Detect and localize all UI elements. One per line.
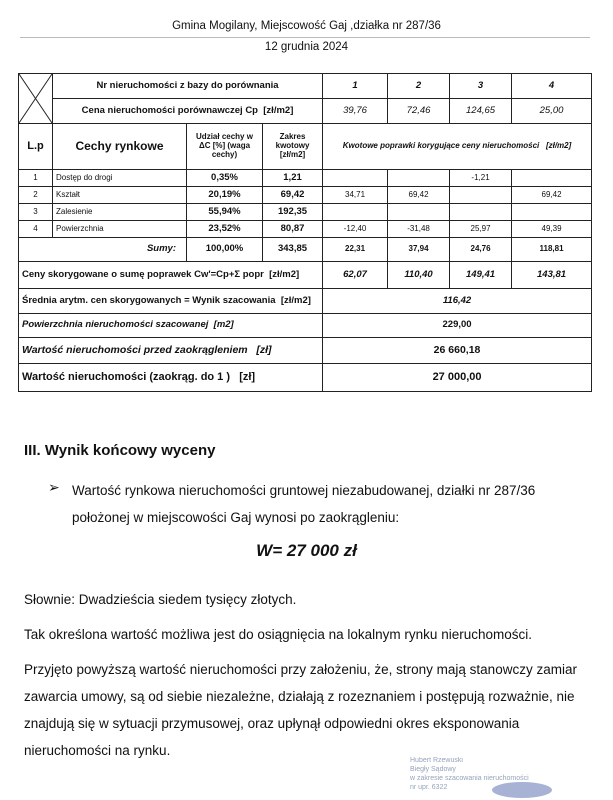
signature-stamp: Hubert Rzewuski Biegły Sądowy w zakresie szacowania nieruchomości nr upr. 6322 xyxy=(410,756,560,792)
price-1: 39,76 xyxy=(323,99,388,124)
sum-zakres: 343,85 xyxy=(263,238,323,262)
row-average xyxy=(19,289,592,314)
header-udzial: Udział cechy w ΔC [%] (waga cechy) xyxy=(187,124,263,170)
area-value: 229,00 xyxy=(323,314,592,338)
row-prices xyxy=(19,99,592,124)
document-title: Gmina Mogilany, Miejscowość Gaj ,działka nr 287/36 xyxy=(172,20,441,32)
price-2: 72,46 xyxy=(388,99,450,124)
average-value: 116,42 xyxy=(323,289,592,314)
corrected-1: 62,07 xyxy=(323,262,388,289)
valuation-table xyxy=(18,73,592,392)
sum-udzial: 100,00% xyxy=(187,238,263,262)
section-heading: III. Wynik końcowy wyceny xyxy=(24,442,216,459)
label-skorygowane: Ceny skorygowane o sumę poprawek Cw'=Cp+Σ popr [zł/m2] xyxy=(19,262,323,289)
row-corrected-prices xyxy=(19,262,592,289)
table-row: 3 Zalesienie 55,94% 192,35 xyxy=(19,204,592,221)
value-rounded: 27 000,00 xyxy=(323,364,592,392)
bullet-paragraph: Wartość rynkowa nieruchomości gruntowej niezabudowanej, działki nr 287/36 położonej w miejscowości Gaj wynosi po zaokrągleniu: xyxy=(72,483,536,525)
header-cechy: Cechy rynkowe xyxy=(53,124,187,170)
sum-1: 22,31 xyxy=(323,238,388,262)
value-in-words: Słownie: Dwadzieścia siedem tysięcy złotych. xyxy=(24,592,297,607)
signature-mark xyxy=(492,782,552,798)
label-przed: Wartość nieruchomości przed zaokrągleniem [zł] xyxy=(19,338,323,364)
paragraph-assumptions: Przyjęto powyższą wartość nieruchomości przy założeniu, że, strony mają stanowczy zamiar zawarcia umowy, są od siebie niezależne, działają z rozeznaniem i postępują rozważnie, nie znajdują się w sytuacji przymusowej, oraz upłynął odpowiedni okres eksponowania nieruchomości na rynku. xyxy=(24,662,577,758)
row-value-rounded xyxy=(19,364,592,392)
row-value-before-rounding xyxy=(19,338,592,364)
corrected-2: 110,40 xyxy=(388,262,450,289)
arrow-bullet-icon: ➢ xyxy=(48,479,60,495)
header-divider xyxy=(20,37,590,38)
corrected-4: 143,81 xyxy=(512,262,592,289)
row-area xyxy=(19,314,592,338)
corner-cross-cell xyxy=(19,74,53,124)
value-before-rounding: 26 660,18 xyxy=(323,338,592,364)
document-date: 12 grudnia 2024 xyxy=(264,41,349,53)
label-cena: Cena nieruchomości porównawczej Cp [zł/m2] xyxy=(53,99,323,124)
header-poprawki: Kwotowe poprawki korygujące ceny nieruchomości [zł/m2] xyxy=(323,124,592,170)
header-lp: L.p xyxy=(19,124,53,170)
nr-3: 3 xyxy=(450,74,512,99)
corrected-3: 149,41 xyxy=(450,262,512,289)
label-zaokraglona: Wartość nieruchomości (zaokrąg. do 1 ) [zł] xyxy=(19,364,323,392)
nr-2: 2 xyxy=(388,74,450,99)
price-4: 25,00 xyxy=(512,99,592,124)
label-srednia: Średnia arytm. cen skorygowanych = Wynik szacowania [zł/m2] xyxy=(19,289,323,314)
label-sumy: Sumy: xyxy=(19,238,187,262)
row-column-headers xyxy=(19,124,592,170)
sum-3: 24,76 xyxy=(450,238,512,262)
final-value: W= 27 000 zł xyxy=(256,541,357,560)
row-comparison-numbers xyxy=(19,74,592,99)
sum-2: 37,94 xyxy=(388,238,450,262)
label-powierzchnia: Powierzchnia nieruchomości szacowanej [m2] xyxy=(19,314,323,338)
row-sums xyxy=(19,238,592,262)
table-row: 1 Dostęp do drogi 0,35% 1,21 -1,21 xyxy=(19,170,592,187)
price-3: 124,65 xyxy=(450,99,512,124)
nr-1: 1 xyxy=(323,74,388,99)
header-zakres: Zakres kwotowy [zł/m2] xyxy=(263,124,323,170)
nr-4: 4 xyxy=(512,74,592,99)
table-row: 2 Kształt 20,19% 69,42 34,71 69,42 69,42 xyxy=(19,187,592,204)
label-nr: Nr nieruchomości z bazy do porównania xyxy=(53,74,323,99)
table-row: 4 Powierzchnia 23,52% 80,87 -12,40 -31,48 25,97 49,39 xyxy=(19,221,592,238)
paragraph-market: Tak określona wartość możliwa jest do osiągnięcia na lokalnym rynku nieruchomości. xyxy=(24,627,532,642)
sum-4: 118,81 xyxy=(512,238,592,262)
